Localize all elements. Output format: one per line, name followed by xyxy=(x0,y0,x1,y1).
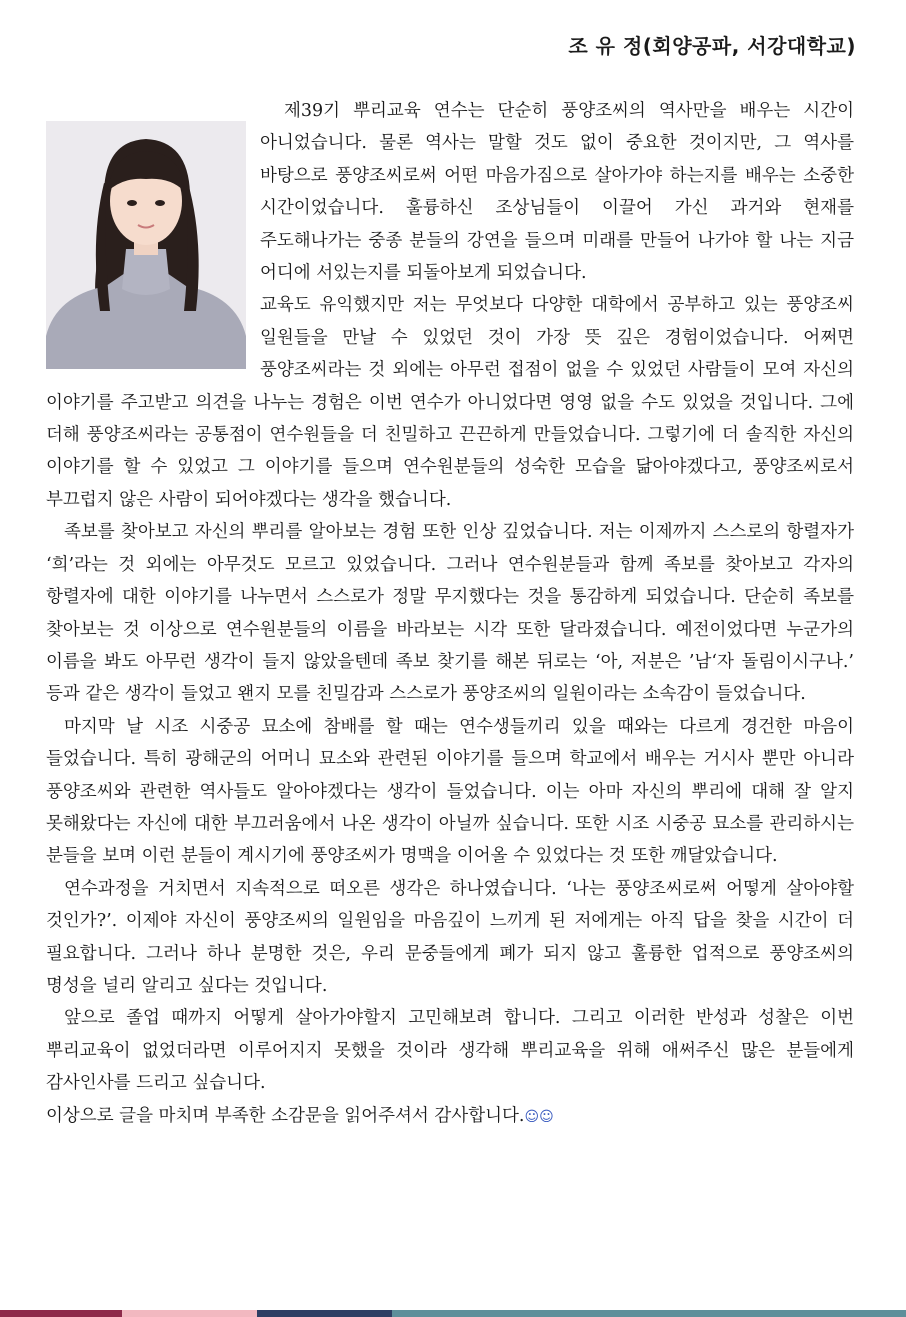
essay-body xyxy=(46,95,854,1133)
paragraph-3: 족보를 찾아보고 자신의 뿌리를 알아보는 경험 또한 인상 깊었습니다. 저는 이제까지 스스로의 항렬자가 ‘희’라는 것 외에는 아무것도 모르고 있었습니다. 그러나 연수원분들과 함께 족보를 찾아보고 각자의 항렬자에 대한 이야기를 나누면서 스스로가 정말 무지했다는 것을 통감하게 되었습니다. 단순히 족보를 찾아보는 것 이상으로 연수원분들의 이름을 바라보는 시각 또한 달라졌습니다. 예전이었다면 누군가의 이름을 봐도 아무런 생각이 들지 않았을텐데 족보 찾기를 해본 뒤로는 ‘아, 저분은 ’남‘자 돌림이시구나.’ 등과 같은 생각이 들었고 왠지 모를 친밀감과 스스로가 풍양조씨의 일원이라는 소속감이 들었습니다. xyxy=(46,522,854,705)
smiley-icon: ☺☺ xyxy=(524,1108,554,1125)
paragraph-4: 마지막 날 시조 시중공 묘소에 참배를 할 때는 연수생들끼리 있을 때와는 다르게 경건한 마음이 들었습니다. 특히 광해군의 어머니 묘소와 관련된 이야기를 들으며 학교에서 배우는 거시사 뿐만 아니라 풍양조씨와 관련한 역사들도 알아야겠다는 생각이 들었습니다. 이는 아마 자신의 뿌리에 대해 잘 알지 못해왔다는 자신에 대한 부끄러움에서 나온 생각이 아닐까 싶습니다. 또한 시조 시중공 묘소를 관리하시는 분들을 보며 이런 분들이 계시기에 풍양조씨가 명맥을 이어올 수 있었다는 것 또한 깨달았습니다. xyxy=(46,716,854,867)
paragraph-2: 교육도 유익했지만 저는 무엇보다 다양한 대학에서 공부하고 있는 풍양조씨 일원들을 만날 수 있었던 것이 가장 뜻 깊은 경험이었습니다. 어쩌면 풍양조씨라는 것 외에는 아무런 접점이 없을 수 있었던 사람들이 모여 자신의 이야기를 주고받고 의견을 나누는 경험은 이번 연수가 아니었다면 영영 없을 수도 있었을 것입니다. 그에 더해 풍양조씨라는 공통점이 연수원들을 더 친밀하고 끈끈하게 만들었습니다. 그렇기에 더 솔직한 자신의 이야기를 할 수 있었고 그 이야기를 들으며 연수원분들의 성숙한 모습을 닮아야겠다고, 풍양조씨로서 부끄럽지 않은 사람이 되어야겠다는 생각을 했습니다. xyxy=(46,295,854,510)
footer-segment-4 xyxy=(392,1310,906,1317)
paragraph-1: 제39기 뿌리교육 연수는 단순히 풍양조씨의 역사만을 배우는 시간이 아니었습니다. 물론 역사는 말할 것도 없이 중요한 것이지만, 그 역사를 바탕으로 풍양조씨로써 어떤 마음가짐으로 살아가야 하는지를 배우는 소중한 시간이었습니다. 훌륭하신 조상님들이 이끌어 가신 과거와 현재를 주도해나가는 중종 분들의 강연을 들으며 미래를 만들어 나가야 할 나는 지금 어디에 서있는지를 되돌아보게 되었습니다. xyxy=(260,101,854,284)
paragraph-6: 앞으로 졸업 때까지 어떻게 살아가야할지 고민해보려 합니다. 그리고 이러한 반성과 성찰은 이번 뿌리교육이 없었더라면 이루어지지 못했을 것이라 생각해 뿌리교육을 위해 애써주신 많은 분들에게 감사인사를 드리고 싶습니다. xyxy=(46,1008,854,1094)
closing-text: 이상으로 글을 마치며 부족한 소감문을 읽어주셔서 감사합니다. xyxy=(46,1105,525,1126)
footer-segment-1 xyxy=(0,1310,122,1317)
footer-segment-2 xyxy=(122,1310,257,1317)
paragraph-5: 연수과정을 거치면서 지속적으로 떠오른 생각은 하나였습니다. ‘나는 풍양조씨로써 어떻게 살아야할 것인가?’. 이제야 자신이 풍양조씨의 일원임을 마음깊이 느끼게 된 저에게는 아직 답을 찾을 시간이 더 필요합니다. 그러나 하나 분명한 것은, 우리 문중들에게 폐가 되지 않고 훌륭한 업적으로 풍양조씨의 명성을 널리 알리고 싶다는 것입니다. xyxy=(46,878,854,996)
footer-color-bar xyxy=(0,1310,906,1317)
author-photo xyxy=(46,121,246,369)
footer-segment-3 xyxy=(257,1310,392,1317)
author-heading: 조 유 정(회양공파, 서강대학교) xyxy=(568,34,856,58)
paragraph-closing xyxy=(46,1100,854,1133)
